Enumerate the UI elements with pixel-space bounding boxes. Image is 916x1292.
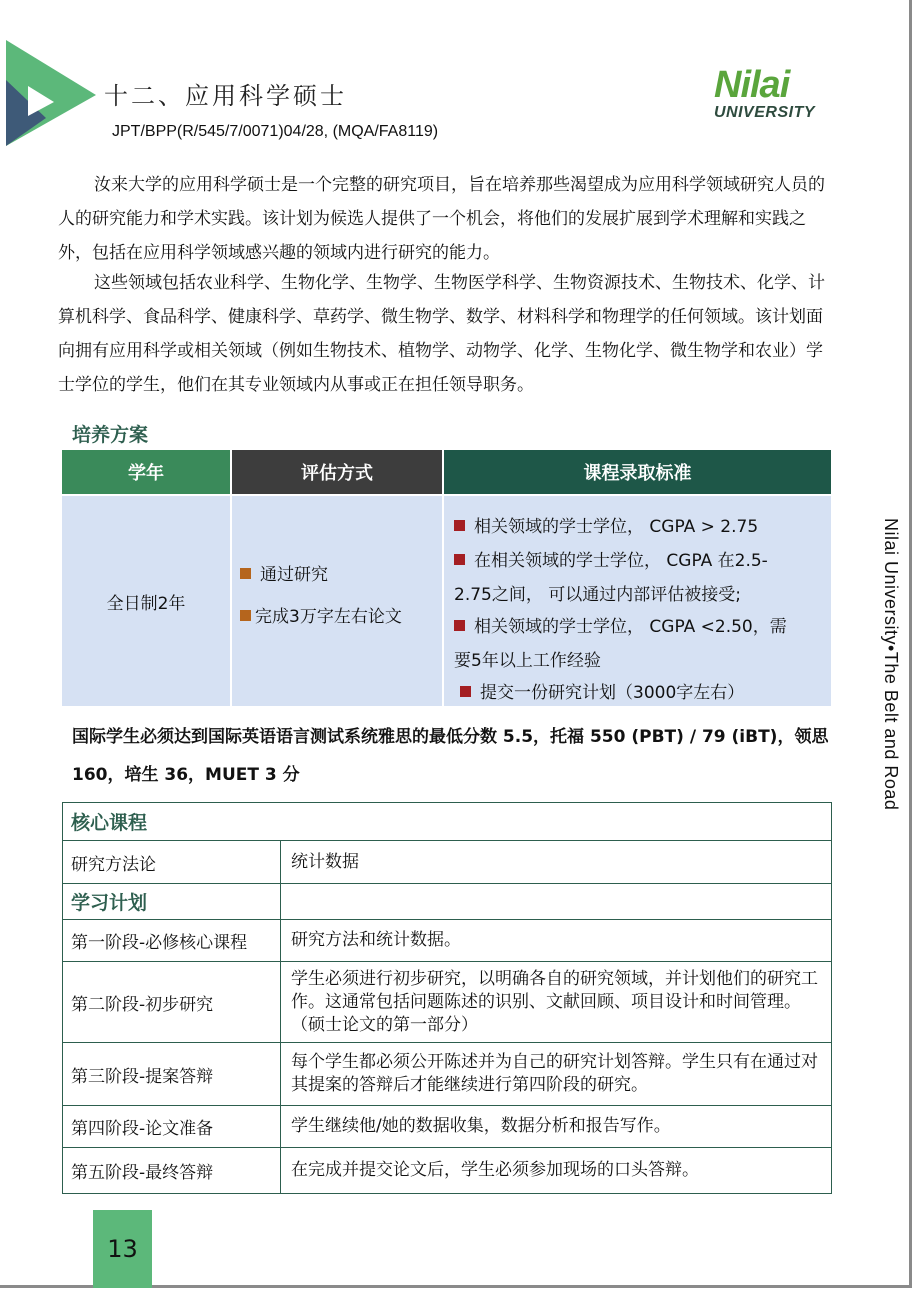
- intro-paragraph-2: 这些领域包括农业科学、生物化学、生物学、生物医学科学、生物资源技术、生物技术、化学、计算机科学、食品科学、健康科学、草药学、微生物学、数学、材料科学和物理学的任何领域。该计划面向拥有应用科学或相关领域（例如生物技术、植物学、动物学、化学、生物化学、微生物学和农业）学士学位的学生，他们在其专业领域内从事或正在担任领导职务。: [58, 273, 825, 395]
- assessment-item: 通过研究: [240, 560, 328, 585]
- language-requirement: 国际学生必须达到国际英语语言测试系统雅思的最低分数 5.5，托福 550 (PBT) / 79 (iBT)，领思160，培生 36，MUET 3 分: [72, 727, 829, 785]
- row-key: 第五阶段-最终答辩: [63, 1148, 281, 1193]
- criteria-cell: [444, 496, 831, 706]
- row-key: 第四阶段-论文准备: [63, 1106, 281, 1147]
- criteria-item-cont: 2.75之间， 可以通过内部评估被接受;: [454, 585, 741, 605]
- row-value: 研究方法和统计数据。: [291, 930, 461, 950]
- triangle-logo-icon: [6, 40, 102, 150]
- criteria-item: 相关领域的学士学位， CGPA <2.50，需: [454, 612, 787, 637]
- study-section-title: 学习计划: [63, 884, 281, 919]
- square-bullet-icon: [454, 554, 465, 565]
- row-key: 第一阶段-必修核心课程: [63, 920, 281, 961]
- program-code: JPT/BPP(R/545/7/0071)04/28, (MQA/FA8119): [112, 123, 439, 140]
- table-row: [63, 1043, 831, 1106]
- core-section-title: 核心课程: [71, 812, 148, 834]
- table-row: [63, 841, 831, 884]
- criteria-item-cont: 要5年以上工作经验: [454, 651, 601, 671]
- table-row: [63, 920, 831, 962]
- page-title: 十二、应用科学硕士: [104, 82, 347, 110]
- table-row: [63, 1148, 831, 1193]
- page-number: 13: [93, 1210, 152, 1288]
- square-bullet-icon: [454, 620, 465, 631]
- table-row: [63, 803, 831, 841]
- brand-sub: UNIVERSITY: [714, 104, 816, 121]
- intro-paragraph-1: 汝来大学的应用科学硕士是一个完整的研究项目，旨在培养那些渴望成为应用科学领域研究人员的人的研究能力和学术实践。该计划为候选人提供了一个机会，将他们的发展扩展到学术理解和实践之外，包括在应用科学领域感兴趣的领域内进行研究的能力。: [58, 175, 825, 263]
- criteria-item: 提交一份研究计划（3000字左右）: [460, 678, 744, 703]
- square-bullet-icon: [460, 686, 471, 697]
- nilai-university-logo: [712, 66, 830, 126]
- assessment-cell: [232, 496, 442, 706]
- table-row: [63, 884, 831, 920]
- square-bullet-icon: [454, 520, 465, 531]
- assessment-item: 完成3万字左右论文: [240, 602, 402, 627]
- criteria-item: 相关领域的学士学位， CGPA > 2.75: [454, 512, 758, 537]
- row-value: 每个学生都必须公开陈述并为自己的研究计划答辩。学生只有在通过对其提案的答辩后才能继续进行第四阶段的研究。: [291, 1052, 818, 1095]
- criteria-item: 在相关领域的学士学位， CGPA 在2.5-: [454, 546, 768, 571]
- plan-section-title: 培养方案: [72, 424, 149, 446]
- row-value: 在完成并提交论文后，学生必须参加现场的口头答辩。: [291, 1160, 699, 1180]
- table-row: [63, 1106, 831, 1148]
- row-value: 统计数据: [291, 851, 359, 872]
- row-key: 第三阶段-提案答辩: [63, 1043, 281, 1105]
- side-vertical-text: Nilai University•The Belt and Road: [881, 518, 901, 811]
- square-bullet-icon: [240, 568, 251, 579]
- brand-name: Nilai: [714, 64, 790, 106]
- header-criteria: 课程录取标准: [444, 450, 831, 494]
- header-year: 学年: [62, 450, 230, 494]
- row-key: 研究方法论: [63, 841, 281, 883]
- header-assessment: 评估方式: [232, 450, 442, 494]
- row-value-empty: [281, 884, 831, 919]
- row-value: 学生继续他/她的数据收集，数据分析和报告写作。: [291, 1116, 671, 1136]
- table-row: [63, 962, 831, 1043]
- row-value: 学生必须进行初步研究，以明确各自的研究领域，并计划他们的研究工作。这通常包括问题陈述的识别、文献回顾、项目设计和时间管理。（硕士论文的第一部分）: [291, 968, 818, 1035]
- plan-table: [62, 450, 831, 706]
- course-table: [62, 802, 832, 1194]
- row-key: 第二阶段-初步研究: [63, 962, 281, 1042]
- square-bullet-icon: [240, 610, 251, 621]
- year-cell: [62, 496, 230, 706]
- year-value: 全日制2年: [106, 593, 186, 614]
